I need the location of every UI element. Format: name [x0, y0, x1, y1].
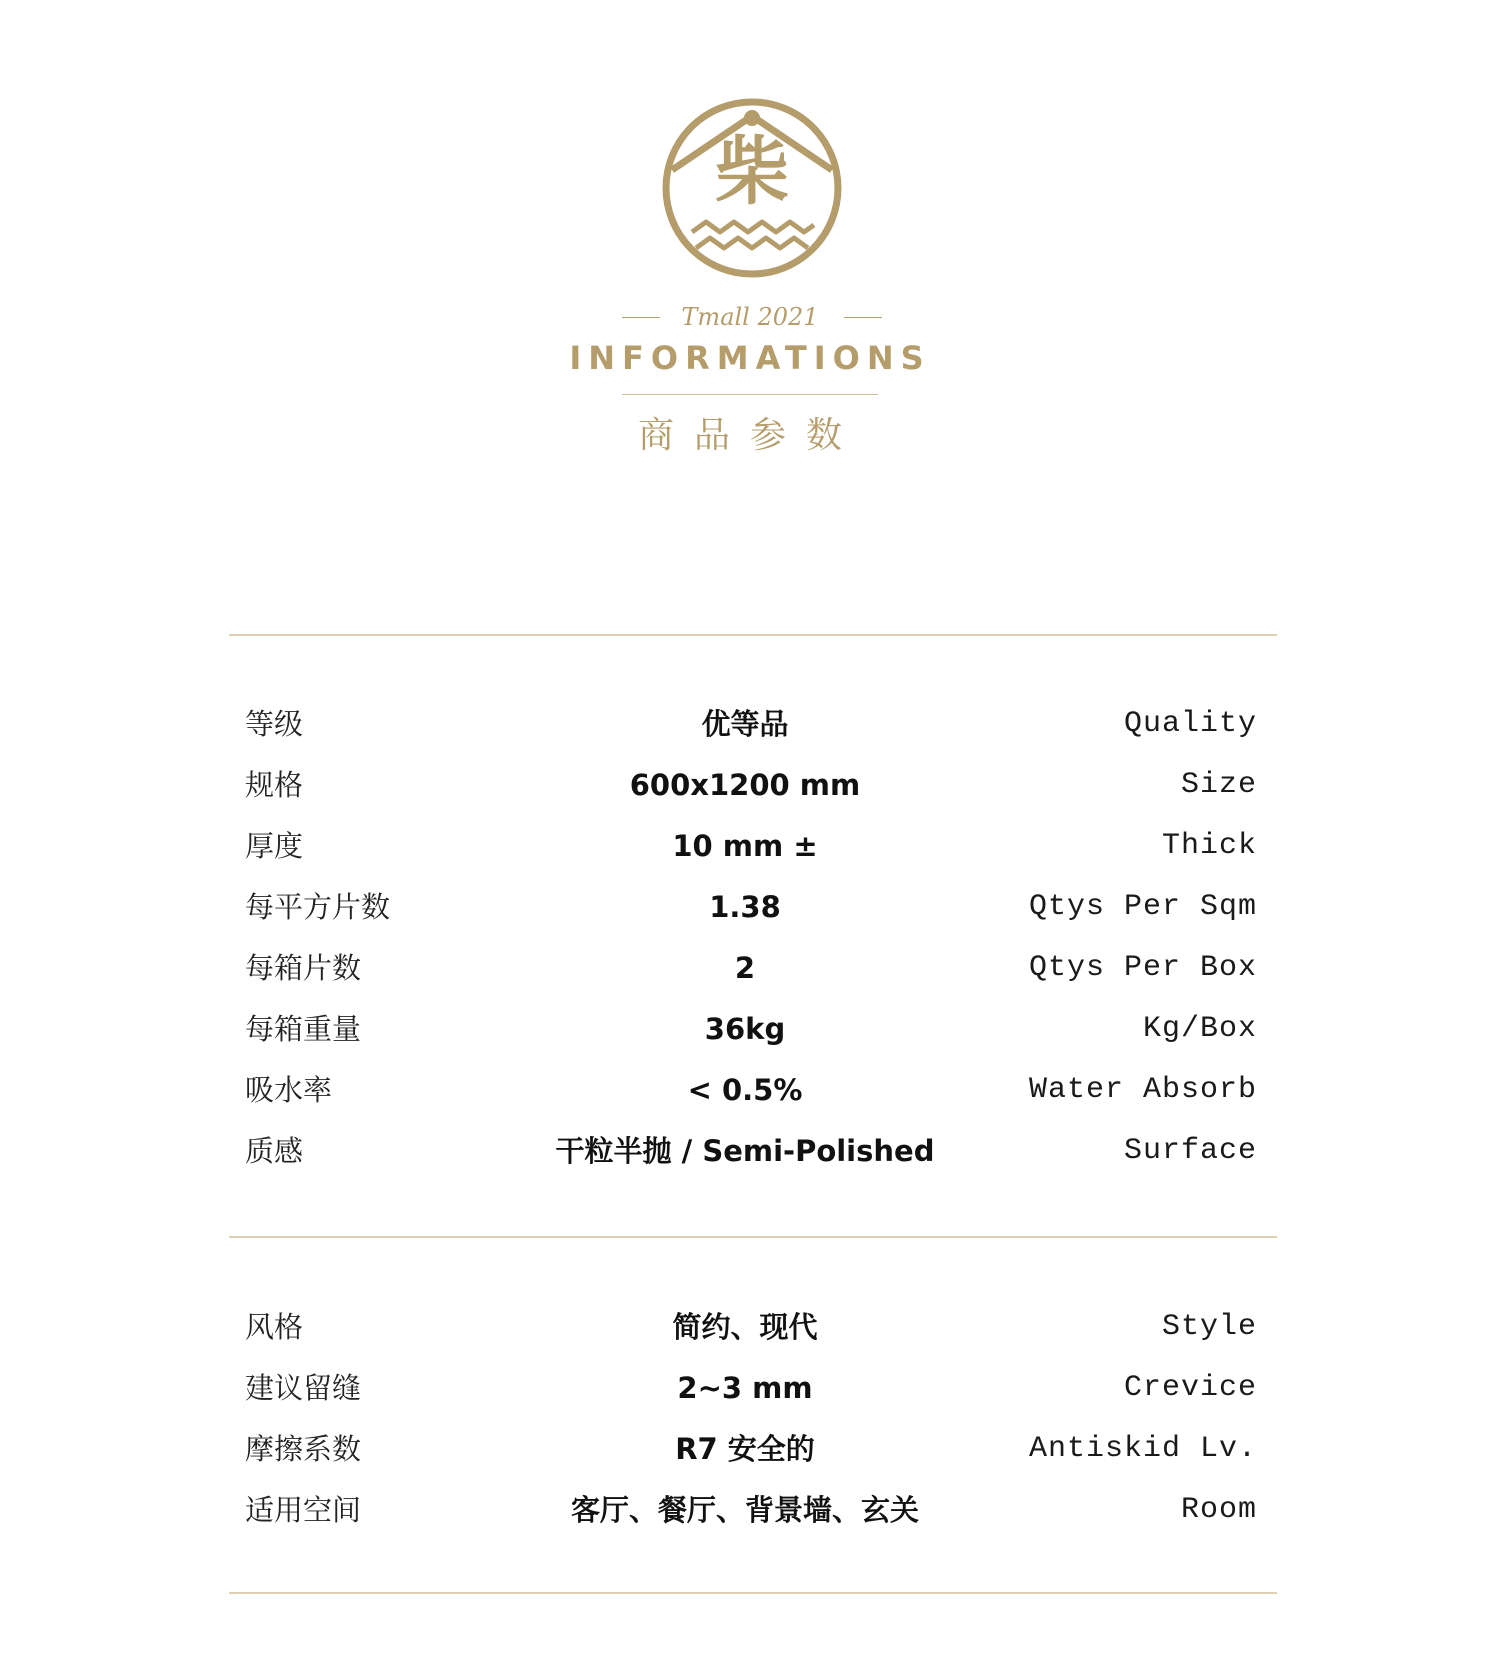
spec-value: 600x1200 mm [629, 768, 861, 802]
spec-label-en: Water Absorb [1028, 1073, 1257, 1107]
spec-label-cn: 每箱片数 [245, 951, 362, 985]
tagline [600, 300, 900, 334]
spec-label-cn: 等级 [245, 707, 304, 741]
spec-label-en: Kg/Box [1142, 1012, 1257, 1046]
brand-logo [656, 92, 848, 284]
tagline-dash-right [844, 317, 882, 318]
page-title: INFORMATIONS [569, 339, 931, 377]
spec-value: 优等品 [701, 707, 789, 741]
title-underline [622, 394, 878, 395]
tagline-text: Tmall 2021 [681, 303, 819, 331]
spec-value: 干粒半抛 / Semi-Polished [555, 1134, 935, 1168]
spec-row-surface [245, 1127, 1257, 1175]
spec-label-cn: 吸水率 [245, 1073, 333, 1107]
spec-row-qtys-per-box [245, 944, 1257, 992]
spec-row-qtys-per-sqm [245, 883, 1257, 931]
spec-label-en: Thick [1161, 829, 1257, 863]
spec-label-en: Qtys Per Sqm [1028, 890, 1257, 924]
spec-value: 2 [734, 951, 756, 985]
spec-label-en: Size [1180, 768, 1257, 802]
tagline-dash-left [622, 317, 660, 318]
spec-label-cn: 质感 [245, 1134, 304, 1168]
spec-label-en: Style [1161, 1310, 1257, 1344]
spec-label-cn: 厚度 [245, 829, 304, 863]
spec-label-cn: 每平方片数 [245, 890, 391, 924]
spec-value: 36kg [704, 1012, 786, 1046]
divider-middle [229, 1236, 1277, 1238]
spec-label-cn: 摩擦系数 [245, 1432, 362, 1466]
spec-row-kg-per-box [245, 1005, 1257, 1053]
page-subtitle: 商品参数 [637, 415, 862, 456]
spec-row-antiskid [245, 1425, 1257, 1473]
spec-label-en: Quality [1123, 707, 1257, 741]
spec-label-en: Antiskid Lv. [1028, 1432, 1257, 1466]
logo-character: 柴 [715, 129, 789, 215]
spec-row-crevice [245, 1364, 1257, 1412]
spec-label-en: Qtys Per Box [1028, 951, 1257, 985]
spec-value: 客厅、餐厅、背景墙、玄关 [570, 1493, 919, 1527]
spec-row-style [245, 1303, 1257, 1351]
spec-row-size [245, 761, 1257, 809]
spec-label-cn: 规格 [245, 768, 304, 802]
spec-value: 简约、现代 [672, 1310, 818, 1344]
spec-value: 10 mm ± [672, 829, 818, 863]
spec-label-cn: 风格 [245, 1310, 304, 1344]
spec-row-water-absorb [245, 1066, 1257, 1114]
spec-label-en: Surface [1123, 1134, 1257, 1168]
spec-row-quality [245, 700, 1257, 748]
spec-label-cn: 适用空间 [245, 1493, 362, 1527]
spec-row-thick [245, 822, 1257, 870]
spec-value: < 0.5% [687, 1073, 803, 1107]
spec-label-en: Room [1180, 1493, 1257, 1527]
spec-label-cn: 建议留缝 [245, 1371, 362, 1405]
spec-value: 2~3 mm [677, 1371, 813, 1405]
spec-label-cn: 每箱重量 [245, 1012, 362, 1046]
divider-bottom [229, 1592, 1277, 1594]
spec-value: 1.38 [709, 890, 781, 924]
spec-value: R7 安全的 [675, 1432, 815, 1466]
spec-row-room [245, 1486, 1257, 1534]
divider-top [229, 634, 1277, 636]
spec-label-en: Crevice [1123, 1371, 1257, 1405]
